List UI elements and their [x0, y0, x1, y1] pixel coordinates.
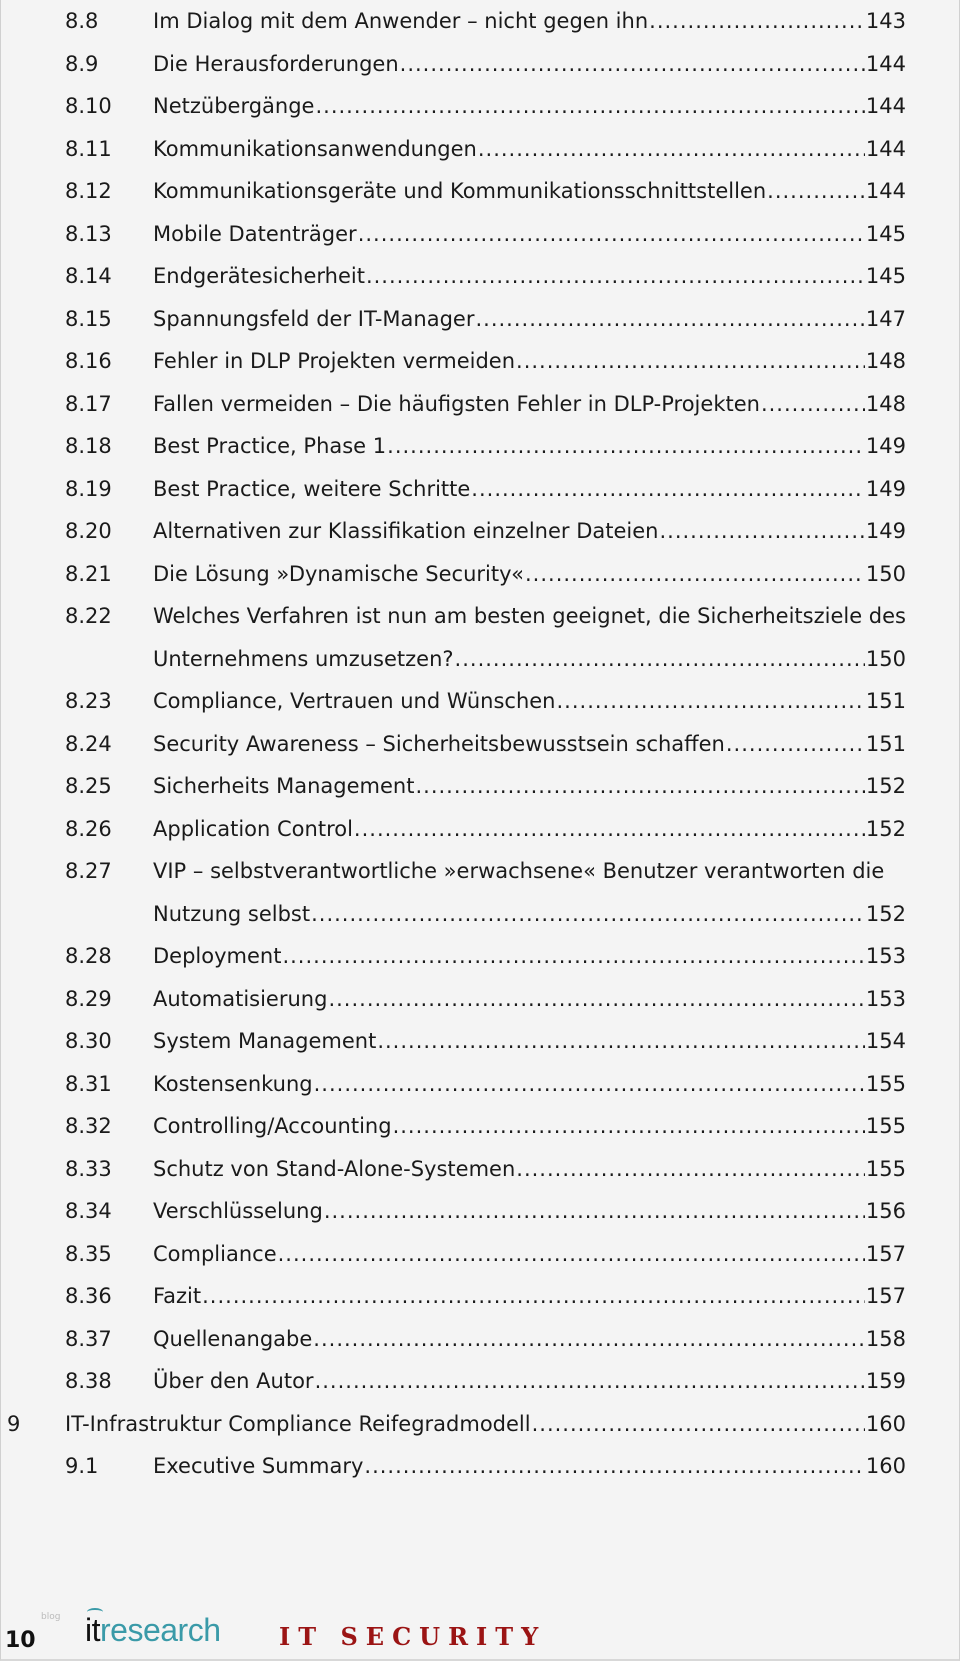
toc-entry[interactable] [1, 1318, 960, 1360]
toc-entry-page: 152 [865, 816, 906, 841]
toc-entry[interactable] [1, 1190, 960, 1232]
toc-entry-title-container [153, 723, 960, 765]
toc-entry-title: Executive Summary [153, 1454, 364, 1478]
toc-entry[interactable] [1, 128, 960, 170]
toc-entry-page: 151 [865, 731, 906, 756]
toc-entry-number: 8.16 [65, 349, 112, 373]
toc-leader-dots [557, 680, 865, 722]
toc-entry-title-container [153, 1275, 960, 1317]
toc-leader-dots [726, 723, 865, 765]
toc-entry-number: 8.8 [65, 9, 99, 33]
toc-entry-page: 148 [865, 349, 906, 373]
toc-leader-dots [315, 85, 864, 127]
toc-entry-title: Controlling/Accounting [153, 1114, 392, 1138]
toc-entry[interactable] [1, 1148, 960, 1190]
toc-entry[interactable] [1, 1275, 960, 1317]
toc-entry[interactable] [1, 1105, 960, 1147]
toc-entry-title-container [153, 935, 960, 977]
toc-entry-number: 8.25 [65, 774, 112, 798]
toc-entry-page: 144 [865, 136, 906, 161]
itresearch-logo [85, 1612, 221, 1649]
toc-entry-page: 148 [865, 391, 906, 416]
toc-entry-title-container [153, 1360, 960, 1402]
toc-entry-title-container [153, 128, 960, 170]
toc-entry-title: Spannungsfeld der IT-Manager [153, 306, 475, 331]
toc-entry-title: Unternehmens umzusetzen? [153, 646, 454, 671]
toc-entry-number: 8.32 [65, 1114, 112, 1138]
toc-entry-title: IT-Infrastruktur Compliance Reifegradmodell [65, 1411, 531, 1436]
page-footer [1, 1610, 960, 1660]
toc-leader-dots [761, 383, 865, 425]
toc-entry-number: 8.38 [65, 1369, 112, 1393]
toc-leader-dots [415, 765, 864, 807]
toc-entry-page: 155 [865, 1114, 906, 1138]
toc-entry-title: Best Practice, Phase 1 [153, 434, 387, 458]
toc-entry-title: Sicherheits Management [153, 774, 415, 798]
toc-leader-dots [478, 128, 865, 170]
toc-entry[interactable] [1, 1403, 960, 1445]
toc-entry-title-container [153, 1063, 960, 1105]
toc-entry-title: Automatisierung [153, 986, 328, 1011]
toc-entry-number: 8.13 [65, 221, 112, 246]
toc-entry-title: Die Herausforderungen [153, 51, 399, 76]
toc-leader-dots [471, 468, 865, 510]
toc-entry-title-container [153, 298, 960, 340]
toc-entry-title-container [153, 1318, 960, 1360]
toc-entry-page: 153 [865, 986, 906, 1011]
toc-entry[interactable] [1, 765, 960, 807]
toc-leader-dots [455, 638, 865, 680]
toc-entry-page: 155 [865, 1156, 906, 1181]
toc-entry-page: 150 [865, 561, 906, 586]
toc-entry-page: 152 [865, 901, 906, 926]
toc-entry-number: 8.36 [65, 1284, 112, 1308]
toc-entry-title: Quellenangabe [153, 1326, 313, 1351]
watermark-text: blog [41, 1612, 61, 1622]
toc-entry[interactable] [1, 1233, 960, 1275]
toc-entry-title-container [153, 0, 960, 42]
toc-entry[interactable] [1, 638, 960, 680]
toc-entry-page: 145 [865, 221, 906, 246]
toc-entry-title-container [153, 553, 960, 595]
toc-leader-dots [314, 1063, 865, 1105]
toc-entry-title-container [153, 425, 960, 467]
toc-leader-dots [366, 255, 865, 297]
toc-entry-number: 9.1 [65, 1454, 99, 1478]
toc-entry-title: Netzübergänge [153, 94, 315, 118]
toc-entry-page: 150 [865, 646, 906, 671]
toc-entry-title: Kostensenkung [153, 1071, 313, 1096]
toc-entry-page: 160 [865, 1411, 906, 1436]
toc-leader-dots [400, 43, 865, 85]
toc-entry[interactable] [1, 468, 960, 510]
toc-entry-number: 8.15 [65, 306, 112, 331]
toc-entry-number: 8.14 [65, 264, 112, 288]
toc-entry[interactable] [1, 0, 960, 42]
brand-title: IT SECURITY [279, 1622, 547, 1651]
toc-entry-title-container [153, 383, 960, 425]
toc-leader-dots [516, 1148, 865, 1190]
toc-entry-number: 8.37 [65, 1326, 112, 1351]
toc-entry-title: Mobile Datenträger [153, 221, 357, 246]
toc-leader-dots [364, 1445, 865, 1487]
toc-entry-page: 143 [865, 9, 906, 33]
page-number: 10 [5, 1628, 36, 1653]
toc-leader-dots [532, 1403, 865, 1445]
toc-entry-title: Application Control [153, 816, 353, 841]
toc-entry-page: 151 [865, 689, 906, 713]
toc-entry-title-container [153, 1148, 960, 1190]
toc-entry-title-container [153, 510, 960, 552]
toc-entry-number: 8.18 [65, 434, 112, 458]
toc-entry-number: 8.19 [65, 476, 112, 501]
toc-entry-title: Verschlüsselung [153, 1199, 323, 1223]
toc-entry-title: Die Lösung »Dynamische Security« [153, 561, 524, 586]
toc-entry-title-container [153, 43, 960, 85]
toc-entry-page: 144 [865, 179, 906, 203]
toc-entry-title: Deployment [153, 944, 282, 968]
toc-entry-number: 8.10 [65, 94, 112, 118]
toc-entry-title: Compliance [153, 1241, 277, 1266]
toc-entry-title-container [153, 638, 960, 680]
toc-entry-title-container [153, 808, 960, 850]
toc-entry[interactable] [1, 213, 960, 255]
toc-entry-title-container [153, 170, 960, 212]
toc-entry-title: Kommunikationsgeräte und Kommunikationsschnittstellen [153, 179, 767, 203]
toc-entry-title: System Management [153, 1029, 377, 1053]
toc-entry[interactable] [1, 1020, 960, 1062]
toc-entry-number: 8.23 [65, 689, 112, 713]
toc-entry-number: 8.21 [65, 561, 112, 586]
toc-entry-number: 8.35 [65, 1241, 112, 1266]
toc-entry-number: 8.11 [65, 136, 112, 161]
toc-entry-title-container [153, 595, 907, 637]
toc-leader-dots [354, 808, 865, 850]
toc-leader-dots [475, 298, 864, 340]
toc-entry-title-container [153, 1105, 960, 1147]
toc-entry-title: Nutzung selbst [153, 901, 311, 926]
toc-entry-page: 153 [865, 944, 906, 968]
toc-entry-number: 8.27 [65, 859, 112, 883]
toc-entry-number: 8.34 [65, 1199, 112, 1223]
toc-entry-page: 156 [865, 1199, 906, 1223]
toc-entry-title: Best Practice, weitere Schritte [153, 476, 471, 501]
toc-entry-title-container [153, 340, 960, 382]
toc-leader-dots [659, 510, 864, 552]
toc-entry-title-container [153, 893, 960, 935]
toc-entry-page: 154 [865, 1029, 906, 1053]
toc-entry-title: Fehler in DLP Projekten vermeiden [153, 349, 516, 373]
toc-entry-number: 8.20 [65, 519, 112, 543]
toc-entry-title: Welches Verfahren ist nun am besten geeignet, die Sicherheitsziele des [153, 604, 906, 628]
toc-entry-title-container [153, 1020, 960, 1062]
toc-entry-title-container [153, 1190, 960, 1232]
toc-entry[interactable] [1, 978, 960, 1020]
toc-entry-title: Compliance, Vertrauen und Wünschen [153, 689, 556, 713]
toc-entry[interactable] [1, 553, 960, 595]
toc-entry-number: 8.33 [65, 1156, 112, 1181]
toc-entry[interactable] [1, 893, 960, 935]
toc-leader-dots [387, 425, 865, 467]
toc-leader-dots [393, 1105, 865, 1147]
toc-entry-number: 8.26 [65, 816, 112, 841]
toc-entry-title-container [153, 680, 960, 722]
toc-entry[interactable] [1, 595, 960, 637]
toc-entry-title: Fallen vermeiden – Die häufigsten Fehler in DLP-Projekten [153, 391, 760, 416]
toc-entry-number: 8.9 [65, 51, 99, 76]
toc-entry-number: 8.22 [65, 604, 112, 628]
toc-entry-title-container [153, 1445, 960, 1487]
toc-leader-dots [328, 978, 864, 1020]
toc-entry[interactable] [1, 510, 960, 552]
toc-entry-title-container [153, 255, 960, 297]
toc-entry-page: 149 [865, 476, 906, 501]
toc-leader-dots [313, 1318, 865, 1360]
toc-entry-page: 157 [865, 1241, 906, 1266]
toc-entry-title: Über den Autor [153, 1369, 314, 1393]
toc-entry[interactable] [1, 935, 960, 977]
toc-entry-number: 8.28 [65, 944, 112, 968]
toc-entry-page: 158 [865, 1326, 906, 1351]
toc-entry-page: 145 [865, 264, 906, 288]
toc-entry[interactable] [1, 850, 960, 892]
toc-entry-page: 149 [865, 434, 906, 458]
toc-entry[interactable] [1, 298, 960, 340]
toc-entry-title: Fazit [153, 1284, 202, 1308]
toc-entry-title-container [153, 85, 960, 127]
toc-entry-page: 144 [865, 94, 906, 118]
toc-entry[interactable] [1, 85, 960, 127]
toc-entry[interactable] [1, 808, 960, 850]
toc-entry-title-container [153, 850, 907, 892]
toc-leader-dots [282, 935, 864, 977]
toc-leader-dots [649, 0, 865, 42]
toc-entry-title-container [153, 213, 960, 255]
toc-entry-number: 8.31 [65, 1071, 112, 1096]
toc-leader-dots [516, 340, 865, 382]
toc-entry-title: Im Dialog mit dem Anwender – nicht gegen ihn [153, 9, 649, 33]
toc-leader-dots [278, 1233, 865, 1275]
toc-entry[interactable] [1, 1360, 960, 1402]
toc-entry-page: 147 [865, 306, 906, 331]
toc-entry[interactable] [1, 170, 960, 212]
toc-leader-dots [315, 1360, 865, 1402]
toc-leader-dots [767, 170, 865, 212]
toc-entry-page: 144 [865, 51, 906, 76]
toc-entry-page: 149 [865, 519, 906, 543]
toc-entry-title-container [65, 1403, 960, 1445]
toc-entry[interactable] [1, 1063, 960, 1105]
toc-leader-dots [525, 553, 865, 595]
toc-entry-page: 159 [865, 1369, 906, 1393]
logo-prefix: it [85, 1612, 100, 1648]
toc-entry-title: Schutz von Stand-Alone-Systemen [153, 1156, 516, 1181]
toc-entry-page: 160 [865, 1454, 906, 1478]
toc-entry-number: 8.17 [65, 391, 112, 416]
toc-entry-title: VIP – selbstverantwortliche »erwachsene« Benutzer verantworten die [153, 859, 885, 883]
toc-entry-title: Security Awareness – Sicherheitsbewusstsein schaffen [153, 731, 725, 756]
toc-entry[interactable] [1, 340, 960, 382]
toc-entry[interactable] [1, 255, 960, 297]
toc-entry-title: Kommunikationsanwendungen [153, 136, 477, 161]
toc-entry-page: 152 [865, 774, 906, 798]
toc-entry-number: 8.24 [65, 731, 112, 756]
toc-entry[interactable] [1, 680, 960, 722]
toc-entry[interactable] [1, 43, 960, 85]
toc-entry-title-container [153, 978, 960, 1020]
toc-entry-title: Alternativen zur Klassifikation einzelner Dateien [153, 519, 659, 543]
toc-leader-dots [358, 213, 865, 255]
toc-entry-title-container [153, 1233, 960, 1275]
logo-suffix: research [100, 1612, 221, 1648]
toc-entry-title-container [153, 468, 960, 510]
toc-entry-number: 8.30 [65, 1029, 112, 1053]
toc-entry-title: Endgerätesicherheit [153, 264, 365, 288]
toc-entry[interactable] [1, 723, 960, 765]
toc-entry-page: 157 [865, 1284, 906, 1308]
toc-leader-dots [324, 1190, 865, 1232]
toc-leader-dots [202, 1275, 865, 1317]
toc-entry[interactable] [1, 425, 960, 467]
toc-leader-dots [377, 1020, 865, 1062]
toc-entry-title-container [153, 765, 960, 807]
toc-entry[interactable] [1, 1445, 960, 1487]
toc-entry-number: 8.12 [65, 179, 112, 203]
toc-entry-number: 8.29 [65, 986, 112, 1011]
toc-entry-number: 9 [7, 1411, 21, 1436]
toc-leader-dots [311, 893, 865, 935]
toc-entry-page: 155 [865, 1071, 906, 1096]
toc-entry[interactable] [1, 383, 960, 425]
